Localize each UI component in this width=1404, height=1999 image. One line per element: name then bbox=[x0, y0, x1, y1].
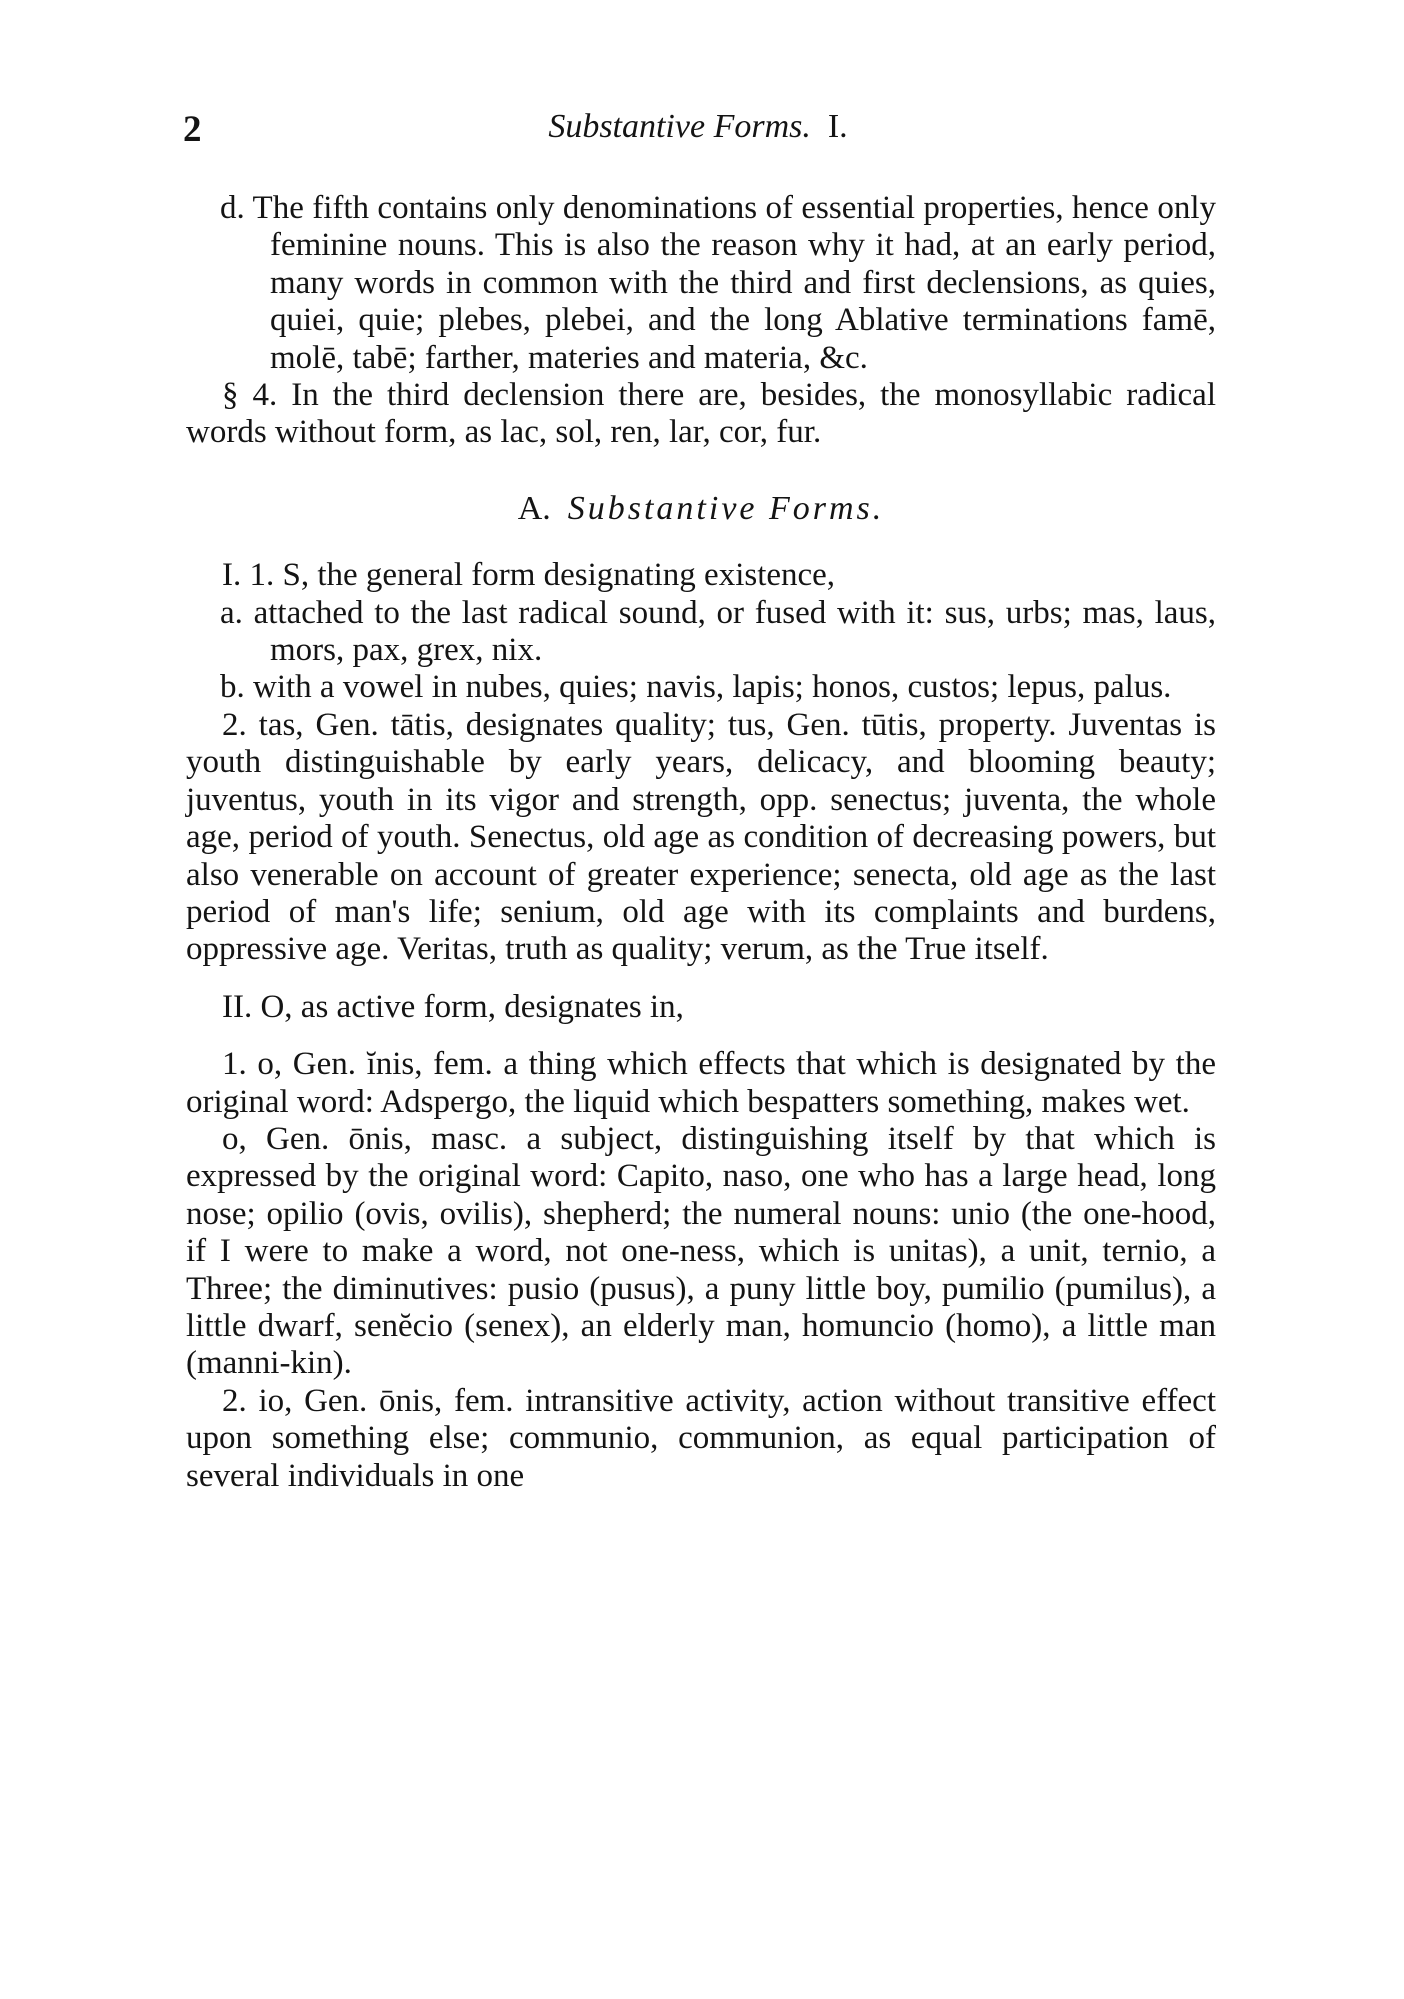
page-body bbox=[186, 190, 1216, 1495]
paragraph-2: 2. tas, Gen. tātis, designates quality; tus, Gen. tūtis, property. Juventas is youth distinguishable by early years, delicacy, and blooming beauty; juventus, youth in its vigor and strength, opp. senectus; juventa, the whole age, period of youth. Senectus, old age as condition of decreasing powers, but also venerable on account of greater experience; senecta, old age as the last period of man's life; senium, old age with its complaints and burdens, oppressive age. Veritas, truth as quality; verum, as the True itself. bbox=[186, 706, 1216, 968]
heading-letter: A. bbox=[517, 489, 551, 527]
section-heading bbox=[186, 490, 1216, 527]
paragraph-d: d. The fifth contains only denominations of essential properties, hence only feminine nouns. This is also the reason why it had, at an early period, many words in common with the third and first declensions, as quies, quiei, quie; plebes, plebei, and the long Ablative terminations famē, molē, tabē; farther, materies and materia, &c. bbox=[220, 190, 1216, 376]
paragraph-b: b. with a vowel in nubes, quies; navis, lapis; honos, custos; lepus, palus. bbox=[220, 669, 1172, 706]
running-title-text: Substantive Forms. bbox=[548, 108, 811, 145]
paragraph-a: a. attached to the last radical sound, or fused with it: sus, urbs; mas, laus, mors, pax, grex, nix. bbox=[220, 594, 1216, 669]
page-number: 2 bbox=[183, 109, 202, 150]
paragraph-ii-2: 2. io, Gen. ōnis, fem. intransitive activity, action without transitive effect upon something else; communio, communion, as equal participation of several individuals in one bbox=[186, 1382, 1216, 1494]
page-header bbox=[183, 108, 1213, 168]
paragraph-o: o, Gen. ōnis, masc. a subject, distinguishing itself by that which is expressed by the original word: Capito, naso, one who has a large head, long nose; opilio (ovis, ovilis), shepherd; the numeral nouns: unio (the one-hood, if I were to make a word, not one-ness, which is unitas), a unit, ternio, a Three; the diminutives: pusio (pusus), a puny little boy, pumilio (pumilus), a little dwarf, senĕcio (senex), an elderly man, homuncio (homo), a little man (manni-kin). bbox=[186, 1120, 1216, 1382]
paragraph-i-1: I. 1. S, the general form designating existence, bbox=[222, 557, 836, 594]
heading-title: Substantive Forms. bbox=[567, 489, 885, 527]
paragraph-ii-1: 1. o, Gen. ĭnis, fem. a thing which effects that which is designated by the original word: Adspergo, the liquid which bespatters something, makes wet. bbox=[186, 1046, 1216, 1120]
running-title bbox=[183, 108, 1213, 146]
running-title-numeral: I. bbox=[827, 108, 848, 145]
paragraph-section-4: § 4. In the third declension there are, besides, the monosyllabic radical words without form, as lac, sol, ren, lar, cor, fur. bbox=[186, 377, 1216, 451]
paragraph-ii: II. O, as active form, designates in, bbox=[222, 988, 684, 1025]
